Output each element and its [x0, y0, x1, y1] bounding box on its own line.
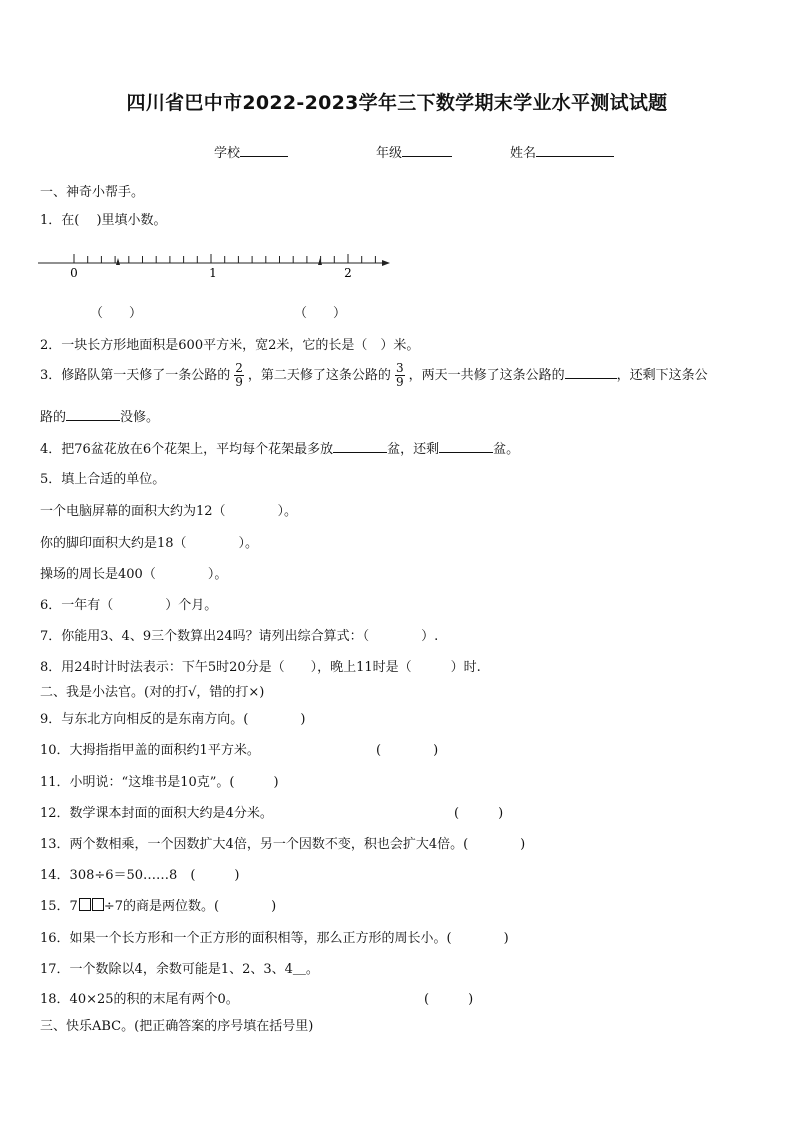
- question-14: 14．308÷6＝50……8 ( ): [40, 868, 240, 883]
- section-2-heading: 二、我是小法官。(对的打√，错的打×): [40, 685, 265, 700]
- q18-answer-blank[interactable]: ( ): [424, 992, 474, 1007]
- digit-box-2: [92, 898, 104, 911]
- question-6: 6．一年有（ ）个月。: [40, 598, 218, 613]
- school-blank[interactable]: [240, 144, 288, 157]
- fraction-3-9: $\frac{3}{9}$: [395, 361, 404, 389]
- question-13: 13．两个数相乘，一个因数扩大4倍，另一个因数不变，积也会扩大4倍。( ): [40, 837, 526, 852]
- question-1: 1．在( )里填小数。: [40, 213, 167, 228]
- q10-answer-blank[interactable]: ( ): [376, 743, 439, 758]
- school-field[interactable]: [214, 142, 288, 161]
- section-1-heading: 一、神奇小帮手。: [40, 185, 145, 200]
- question-2: 2．一块长方形地面积是600平方米，宽2米，它的长是（ ）米。: [40, 338, 420, 353]
- section-3-heading: 三、快乐ABC。(把正确答案的序号填在括号里): [40, 1019, 314, 1034]
- question-3: 3．修路队第一天修了一条公路的 $\frac{2}{9}$ ，第二天修了这条公路的 $\frac{3}{9}$ ，两天一共修了这条公路的 ，还剩下这条公: [40, 361, 708, 389]
- question-12: 12．数学课本封面的面积大约是4分米。: [40, 806, 273, 821]
- name-label: 姓名: [510, 146, 537, 161]
- q12-answer-blank[interactable]: ( ): [454, 806, 504, 821]
- school-label: 学校: [214, 146, 241, 161]
- q3-blank-1[interactable]: [565, 366, 617, 379]
- tick-label-0: 0: [70, 266, 78, 280]
- marker-arrow-1: [116, 258, 120, 265]
- name-blank[interactable]: [536, 144, 614, 157]
- answer-blank-1[interactable]: （ ）: [90, 306, 143, 321]
- question-17: 17．一个数除以4，余数可能是1、2、3、4＿。: [40, 962, 319, 977]
- question-16: 16．如果一个长方形和一个正方形的面积相等，那么正方形的周长小。( ): [40, 931, 509, 946]
- tick-label-1: 1: [209, 266, 217, 280]
- question-5a: 一个电脑屏幕的面积大约为12（ ）。: [40, 504, 298, 519]
- question-5b: 你的脚印面积大约是18（ ）。: [40, 536, 259, 551]
- answer-blank-2[interactable]: （ ）: [294, 306, 347, 321]
- question-3-line-2: 路的 没修。: [40, 410, 160, 425]
- question-7: 7．你能用3、4、9三个数算出24吗？请列出综合算式：（ ）.: [40, 629, 439, 644]
- question-8: 8．用24时计时法表示：下午5时20分是（ ），晚上11时是（ ）时.: [40, 660, 481, 675]
- number-line-arrow: [382, 260, 390, 266]
- q4-blank-1[interactable]: [333, 440, 387, 453]
- grade-label: 年级: [376, 146, 403, 161]
- page-title: 四川省巴中市2022-2023学年三下数学期末学业水平测试试题: [126, 92, 668, 114]
- tick-label-2: 2: [344, 266, 352, 280]
- question-11: 11．小明说：“这堆书是10克”。( ): [40, 775, 279, 790]
- marker-arrow-2: [318, 258, 322, 265]
- question-15: 15．7 ÷7的商是两位数。( ): [40, 899, 277, 914]
- grade-field[interactable]: [376, 142, 452, 161]
- number-line: [34, 245, 394, 285]
- question-18: 18．40×25的积的末尾有两个0。: [40, 992, 239, 1007]
- fraction-2-9: $\frac{2}{9}$: [235, 361, 243, 389]
- question-10: 10．大拇指指甲盖的面积约1平方米。: [40, 743, 260, 758]
- question-5c: 操场的周长是400（ ）。: [40, 567, 228, 582]
- q4-blank-2[interactable]: [439, 440, 493, 453]
- question-5: 5．填上合适的单位。: [40, 472, 166, 487]
- number-line-ticks: [74, 254, 375, 263]
- grade-blank[interactable]: [402, 144, 452, 157]
- question-4: 4．把76盆花放在6个花架上，平均每个花架最多放 盆，还剩 盆。: [40, 442, 520, 457]
- q3-blank-2[interactable]: [66, 408, 120, 421]
- digit-box-1: [79, 898, 91, 911]
- name-field[interactable]: [510, 142, 614, 161]
- question-9: 9．与东北方向相反的是东南方向。( ): [40, 712, 306, 727]
